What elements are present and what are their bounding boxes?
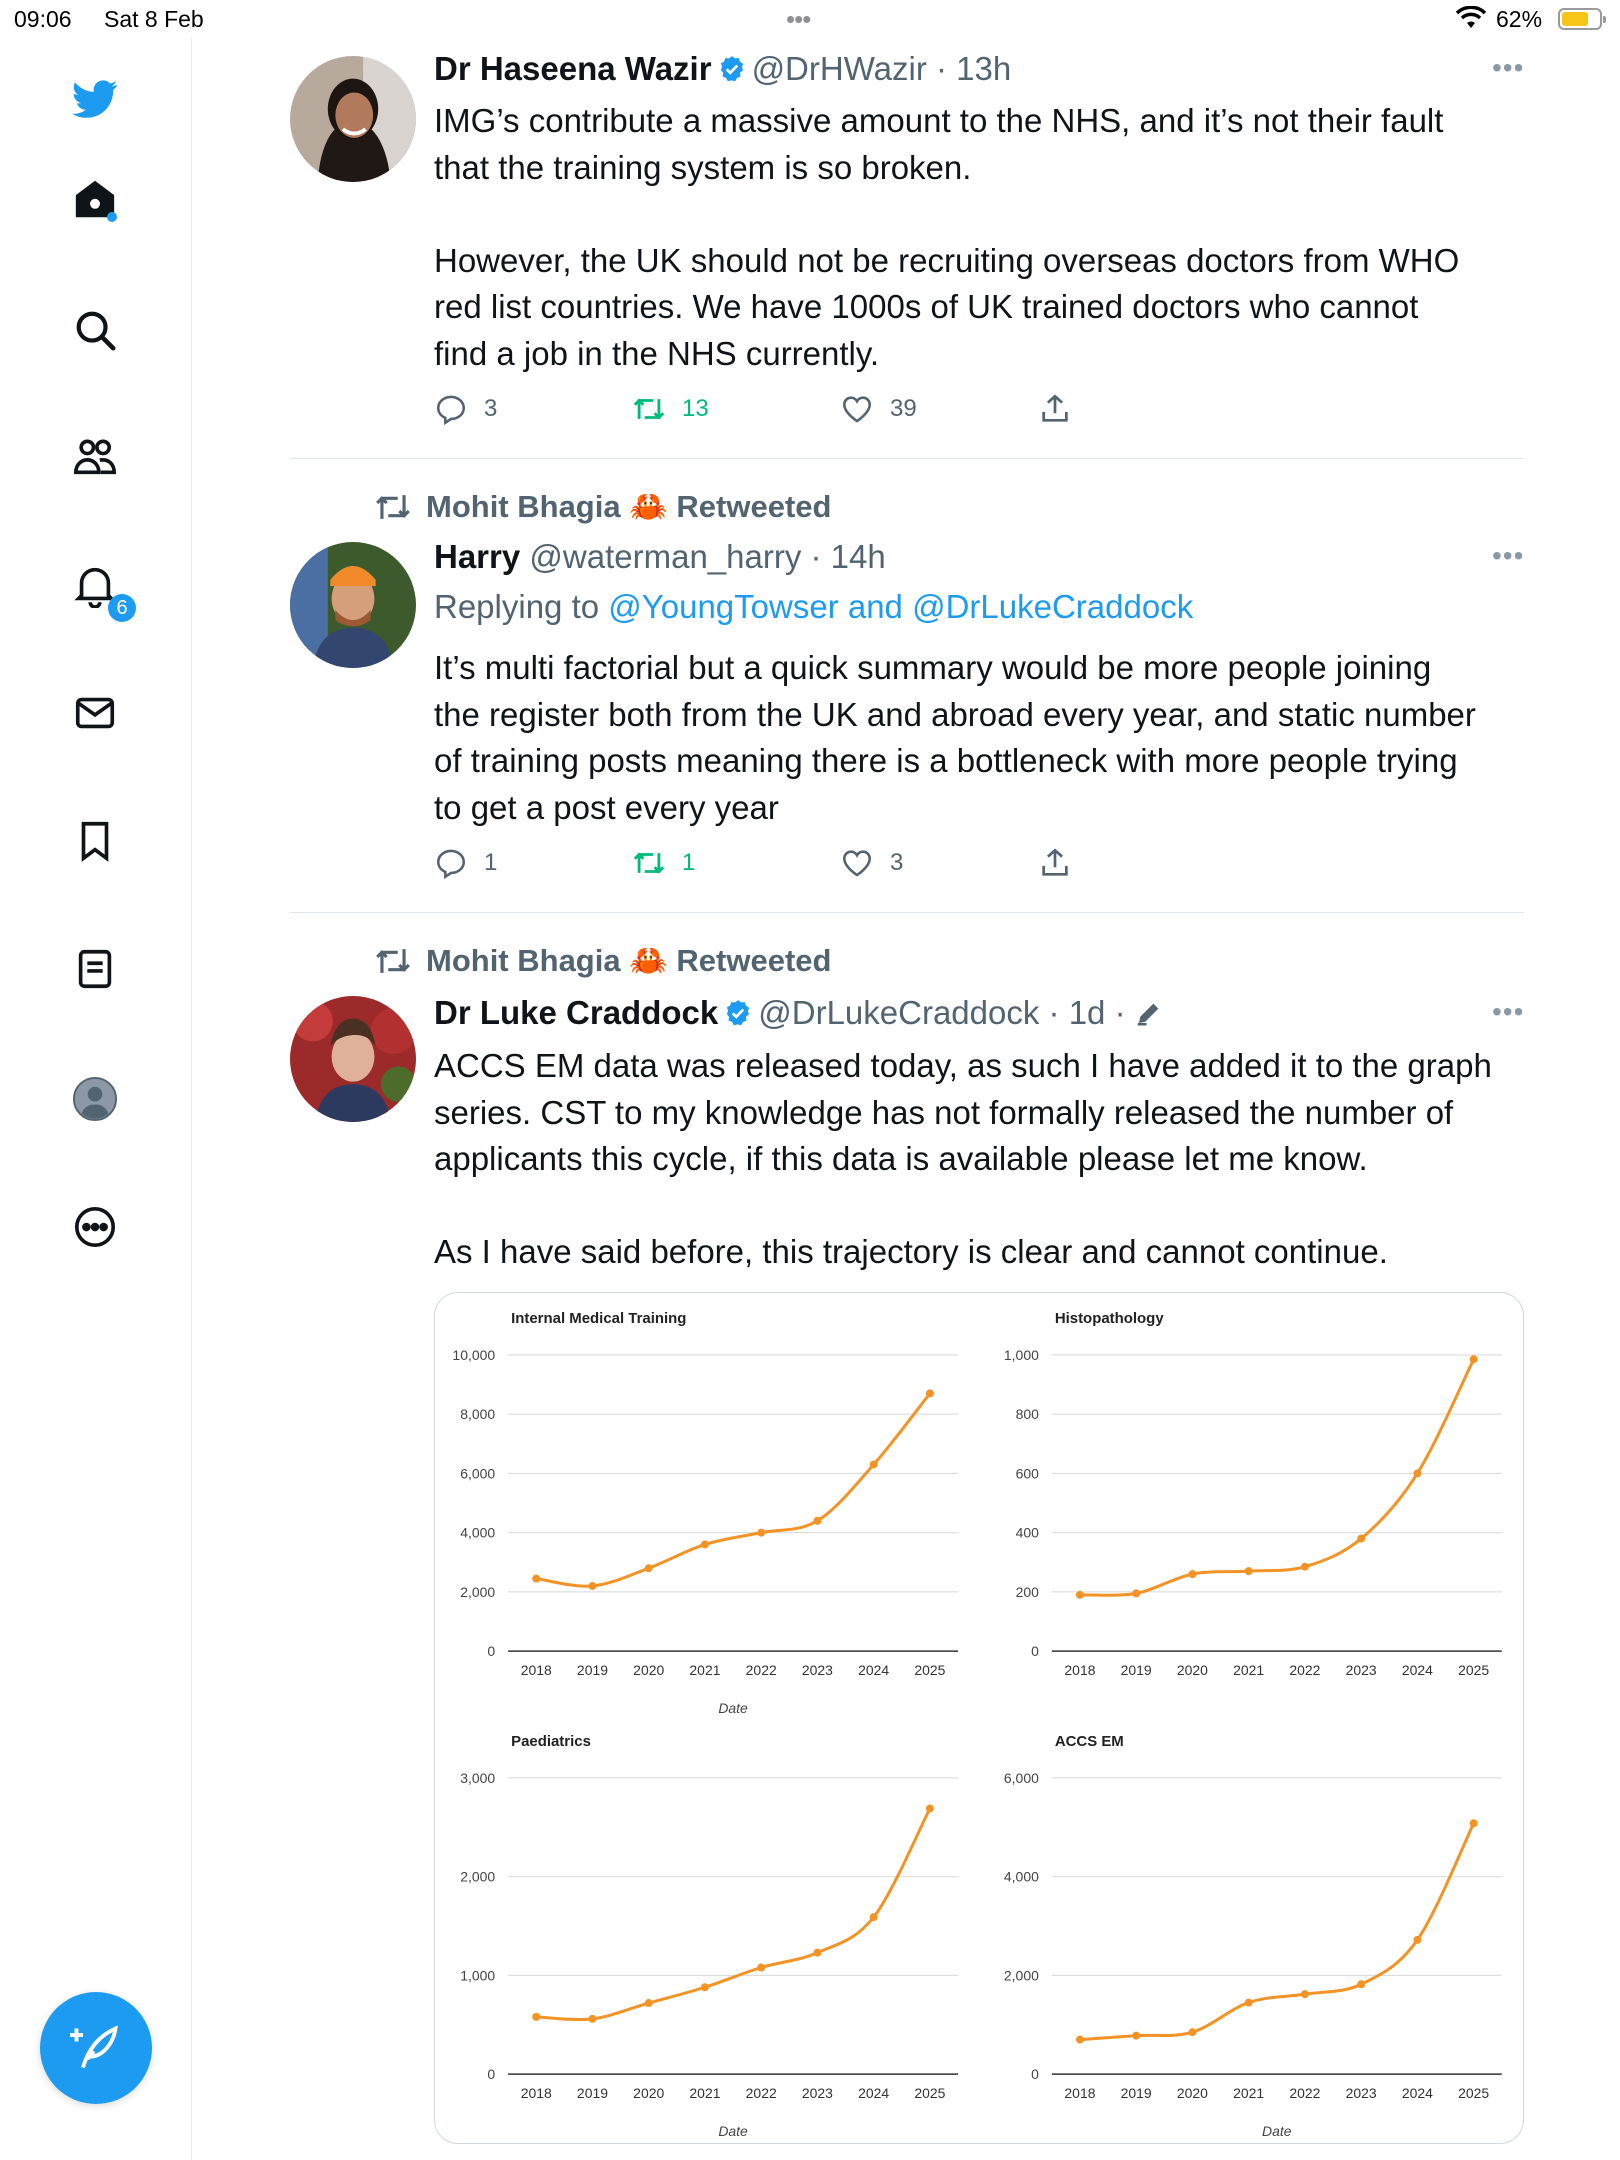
x-tick-label: 2021 <box>1233 1662 1265 1679</box>
messages-icon[interactable] <box>62 680 128 746</box>
chart-panel <box>452 1310 958 1716</box>
x-tick-label: 2022 <box>745 1662 777 1679</box>
x-tick-label: 2018 <box>1064 2085 1096 2102</box>
y-tick-label: 1,000 <box>460 1967 496 1984</box>
lists-icon[interactable] <box>62 936 128 1002</box>
reply-icon <box>434 846 468 880</box>
tweet-text: ACCS EM data was released today, as such I have added it to the graph series. CST to my knowledge has not formally released the number of applicants this cycle, if this data is available please let me know. As I have said before, this trajectory is clear and cannot continue. <box>434 1047 1492 1270</box>
x-tick-label: 2019 <box>1120 2085 1152 2102</box>
profile-icon[interactable] <box>62 1066 128 1132</box>
retweet-icon <box>632 846 666 880</box>
data-point <box>1076 2036 1084 2044</box>
y-tick-label: 600 <box>1015 1465 1039 1482</box>
replying-to <box>434 588 1193 626</box>
retweeted-by-label: Mohit Bhagia 🦀 Retweeted <box>426 489 832 524</box>
data-point <box>813 1517 821 1525</box>
x-tick-label: 2025 <box>914 1662 946 1679</box>
data-point <box>1188 1570 1196 1578</box>
verified-badge-icon <box>724 999 752 1027</box>
author-handle[interactable]: @waterman_harry <box>529 538 802 575</box>
author-name[interactable]: Harry <box>434 538 521 575</box>
chart-title: ACCS EM <box>1054 1732 1124 1750</box>
tweet-text: It’s multi factorial but a quick summary would be more people joining the register both from the UK and abroad every year, and static number of training posts meaning there is a bottleneck with more people trying to get a post every year <box>434 649 1476 826</box>
data-point <box>645 1999 653 2007</box>
retweet-button[interactable] <box>632 846 695 880</box>
more-icon[interactable] <box>62 1194 128 1260</box>
share-icon <box>1038 846 1072 880</box>
tweet-divider <box>290 912 1524 913</box>
chart-image-card[interactable] <box>434 1292 1524 2144</box>
y-tick-label: 0 <box>487 1643 496 1660</box>
y-tick-label: 0 <box>1031 2066 1039 2083</box>
y-tick-label: 4,000 <box>460 1524 496 1541</box>
chart-title: Internal Medical Training <box>511 1309 687 1327</box>
x-tick-label: 2018 <box>1064 1662 1096 1679</box>
x-tick-label: 2023 <box>1345 1662 1377 1679</box>
x-axis-label: Date <box>1262 2123 1292 2140</box>
wifi-icon <box>1456 6 1486 30</box>
data-point <box>1245 1999 1253 2007</box>
battery-percent: 62% <box>1496 6 1543 32</box>
data-point <box>532 2013 540 2021</box>
data-point <box>1470 1355 1478 1363</box>
data-point <box>1413 1936 1421 1944</box>
x-tick-label: 2022 <box>1289 2085 1321 2102</box>
tweet-actions <box>434 392 1084 432</box>
x-tick-label: 2022 <box>1289 1662 1321 1679</box>
data-point <box>1413 1469 1421 1477</box>
y-tick-label: 8,000 <box>460 1406 496 1423</box>
retweet-icon <box>632 392 666 426</box>
tweet-time[interactable]: · 13h <box>935 50 1012 87</box>
y-tick-label: 10,000 <box>452 1346 496 1363</box>
chart-panel <box>1004 1310 1502 1678</box>
share-button[interactable] <box>1038 846 1088 880</box>
reply-icon <box>434 392 468 426</box>
home-icon[interactable] <box>62 166 128 232</box>
author-handle[interactable]: @DrLukeCraddock <box>758 994 1040 1031</box>
x-tick-label: 2020 <box>633 2085 665 2102</box>
replying-to-users-link[interactable]: @YoungTowser and @DrLukeCraddock <box>608 588 1194 625</box>
x-tick-label: 2020 <box>633 1662 665 1679</box>
battery-icon <box>1558 8 1602 30</box>
data-point <box>870 1913 878 1921</box>
data-point <box>1132 1589 1140 1597</box>
reply-count: 1 <box>484 849 498 876</box>
x-tick-label: 2024 <box>858 2085 890 2102</box>
compose-icon <box>70 2022 122 2074</box>
retweet-count: 13 <box>682 395 709 422</box>
sidebar <box>0 38 192 2160</box>
data-point <box>1301 1990 1309 1998</box>
data-point <box>757 1529 765 1537</box>
more-options-icon[interactable]: ••• <box>1492 996 1525 1027</box>
data-point <box>588 2015 596 2023</box>
search-icon[interactable] <box>62 297 128 363</box>
x-tick-label: 2023 <box>1345 2085 1377 2102</box>
tweet-divider <box>290 458 1524 459</box>
y-tick-label: 2,000 <box>460 1868 496 1885</box>
notification-count-badge: 6 <box>108 594 136 622</box>
multitasking-dots-icon[interactable]: ••• <box>786 4 811 34</box>
tweet-header <box>434 994 1164 1032</box>
x-tick-label: 2020 <box>1176 1662 1208 1679</box>
more-options-icon[interactable]: ••• <box>1492 540 1525 571</box>
data-point <box>870 1460 878 1468</box>
data-point <box>645 1564 653 1572</box>
status-time: 09:06 <box>14 6 72 32</box>
series-line <box>536 1393 930 1586</box>
home-new-indicator <box>107 212 117 222</box>
y-tick-label: 0 <box>487 2066 496 2083</box>
twitter-bird-icon[interactable] <box>62 66 128 132</box>
x-tick-label: 2023 <box>801 1662 833 1679</box>
x-tick-label: 2025 <box>1458 2085 1490 2102</box>
charts-grid <box>435 1293 1523 2143</box>
status-date: Sat 8 Feb <box>104 6 204 32</box>
bookmarks-icon[interactable] <box>62 808 128 874</box>
y-tick-label: 4,000 <box>1003 1868 1039 1885</box>
x-tick-label: 2023 <box>801 2085 833 2102</box>
data-point <box>813 1949 821 1957</box>
data-point <box>1301 1563 1309 1571</box>
author-name[interactable]: Dr Haseena Wazir <box>434 50 712 87</box>
x-tick-label: 2022 <box>745 2085 777 2102</box>
x-tick-label: 2021 <box>689 1662 721 1679</box>
x-axis-label: Date <box>718 2123 748 2140</box>
data-point <box>1357 1535 1365 1543</box>
chart-panel <box>1004 1733 1502 2139</box>
retweet-icon <box>374 492 412 522</box>
replying-to-label: Replying to <box>434 588 609 625</box>
chart-panel <box>460 1733 958 2139</box>
retweeted-by[interactable] <box>374 942 831 979</box>
compose-tweet-button[interactable] <box>40 1992 152 2104</box>
x-tick-label: 2020 <box>1176 2085 1208 2102</box>
y-tick-label: 0 <box>1031 1643 1039 1660</box>
series-line <box>536 1808 930 2019</box>
reply-button[interactable] <box>434 846 497 880</box>
retweet-icon <box>374 946 412 976</box>
data-point <box>1470 1819 1478 1827</box>
series-line <box>1080 1359 1474 1595</box>
reply-button[interactable] <box>434 392 497 426</box>
data-point <box>701 1983 709 1991</box>
data-point <box>532 1575 540 1583</box>
chart-title: Paediatrics <box>511 1732 591 1750</box>
edited-pencil-icon[interactable] <box>1134 998 1164 1028</box>
tweet-time[interactable]: · 1d · <box>1048 994 1126 1031</box>
y-tick-label: 2,000 <box>460 1583 496 1600</box>
heart-icon <box>840 846 874 880</box>
avatar[interactable] <box>290 56 416 182</box>
x-tick-label: 2024 <box>1401 1662 1433 1679</box>
verified-badge-icon <box>718 55 746 83</box>
status-bar <box>0 0 1620 38</box>
like-count: 39 <box>890 395 917 422</box>
data-point <box>926 1389 934 1397</box>
reply-count: 3 <box>484 395 498 422</box>
x-tick-label: 2021 <box>1233 2085 1265 2102</box>
share-icon <box>1038 392 1072 426</box>
tweet-header <box>434 538 886 576</box>
tweet-time[interactable]: · 14h <box>810 538 886 575</box>
retweet-button[interactable] <box>632 392 709 426</box>
retweeted-by[interactable] <box>374 488 831 525</box>
author-name[interactable]: Dr Luke Craddock <box>434 994 719 1031</box>
retweeted-by-label: Mohit Bhagia 🦀 Retweeted <box>426 943 832 978</box>
author-handle[interactable]: @DrHWazir <box>751 50 927 87</box>
like-button[interactable] <box>840 846 903 880</box>
retweet-count: 1 <box>682 849 696 876</box>
y-tick-label: 3,000 <box>460 1769 496 1786</box>
data-point <box>588 1582 596 1590</box>
share-button[interactable] <box>1038 392 1088 426</box>
y-tick-label: 2,000 <box>1003 1967 1039 1984</box>
chart-title: Histopathology <box>1054 1309 1164 1327</box>
tweet-actions <box>434 846 1084 886</box>
y-tick-label: 6,000 <box>460 1465 496 1482</box>
data-point <box>1357 1980 1365 1988</box>
data-point <box>701 1540 709 1548</box>
y-tick-label: 400 <box>1015 1524 1039 1541</box>
like-button[interactable] <box>840 392 917 426</box>
data-point <box>1245 1567 1253 1575</box>
x-tick-label: 2018 <box>520 1662 552 1679</box>
x-tick-label: 2018 <box>520 2085 552 2102</box>
heart-icon <box>840 392 874 426</box>
like-count: 3 <box>890 849 904 876</box>
x-tick-label: 2021 <box>689 2085 721 2102</box>
data-point <box>757 1964 765 1972</box>
series-line <box>1080 1823 1474 2039</box>
tweet-header <box>434 50 1011 88</box>
avatar[interactable] <box>290 542 416 668</box>
communities-icon[interactable] <box>62 424 128 490</box>
x-tick-label: 2024 <box>858 1662 890 1679</box>
avatar[interactable] <box>290 996 416 1122</box>
data-point <box>926 1804 934 1812</box>
tweet-text: IMG’s contribute a massive amount to the NHS, and it’s not their fault that the training system is so broken. However, the UK should not be recruiting overseas doctors from WHO red list countries. We have 1000s of UK trained doctors who cannot find a job in the NHS currently. <box>434 102 1460 372</box>
x-tick-label: 2025 <box>1458 1662 1490 1679</box>
x-tick-label: 2025 <box>914 2085 946 2102</box>
x-axis-label: Date <box>718 1700 748 1717</box>
y-tick-label: 6,000 <box>1003 1769 1039 1786</box>
data-point <box>1188 2028 1196 2036</box>
data-point <box>1132 2032 1140 2040</box>
x-tick-label: 2019 <box>576 1662 608 1679</box>
data-point <box>1076 1591 1084 1599</box>
x-tick-label: 2024 <box>1401 2085 1433 2102</box>
y-tick-label: 800 <box>1015 1406 1039 1423</box>
y-tick-label: 1,000 <box>1003 1346 1039 1363</box>
x-tick-label: 2019 <box>576 2085 608 2102</box>
more-options-icon[interactable]: ••• <box>1492 52 1525 83</box>
y-tick-label: 200 <box>1015 1583 1039 1600</box>
x-tick-label: 2019 <box>1120 1662 1152 1679</box>
